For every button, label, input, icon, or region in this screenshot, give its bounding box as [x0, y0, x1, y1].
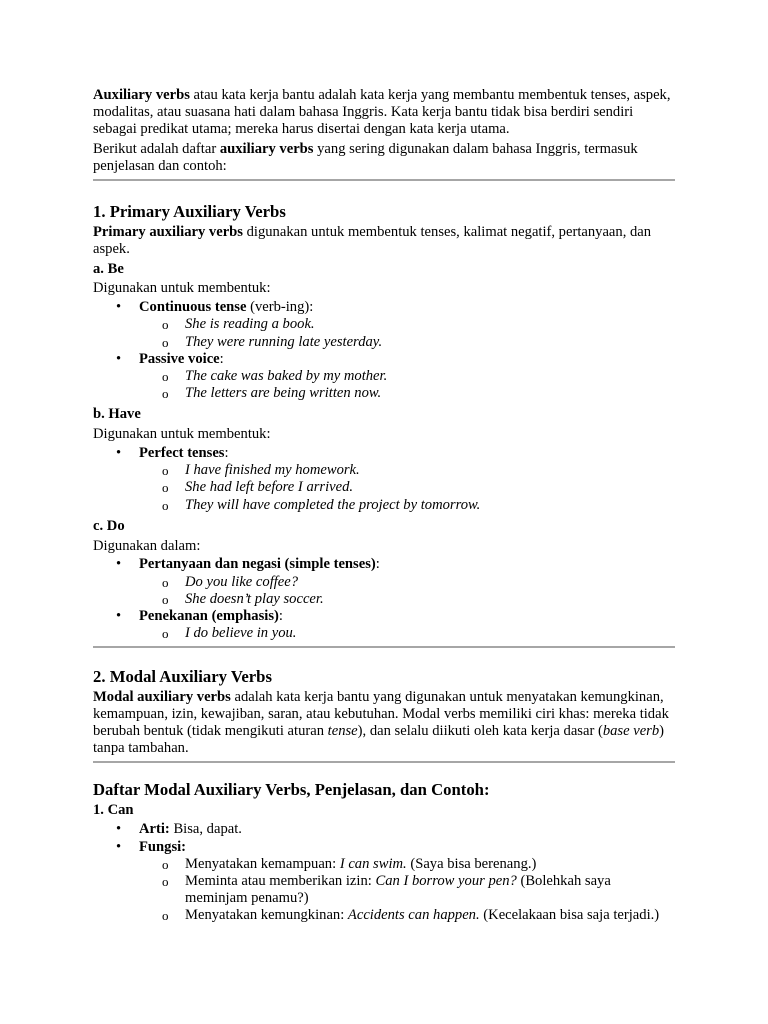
example-list: [139, 316, 675, 350]
list-item: [93, 821, 675, 838]
item-suffix: :: [224, 444, 229, 461]
section-heading-list: Daftar Modal Auxiliary Verbs, Penjelasan, dan Contoh:: [93, 779, 490, 799]
lead-text: adalah kata kerja bantu yang digunakan untuk menyatakan kemungkinan, kemampuan, izin, kewajiban, saran, atau kebutuhan. Modal verbs memiliki ciri khas: mereka tidak berubah bentuk (tidak mengikuti aturan: [93, 689, 669, 739]
list-item: [93, 839, 675, 925]
example-item: [139, 625, 675, 642]
do-list: [93, 556, 675, 642]
be-list: [93, 299, 675, 402]
subheading-be: a. Be: [93, 260, 124, 277]
example-text: She had left before I arrived.: [185, 479, 354, 496]
fungsi-list: [139, 856, 675, 925]
lead-text: digunakan untuk membentuk tenses, kalimat negatif, pertanyaan, dan aspek.: [93, 223, 652, 257]
example-item: [139, 497, 675, 514]
item-suffix: :: [219, 350, 224, 367]
example-text: Can I borrow your pen?: [375, 873, 517, 889]
horizontal-rule: [93, 761, 675, 763]
example-text: Accidents can happen.: [347, 907, 480, 924]
have-list: [93, 445, 675, 514]
item-label: Passive voice: [139, 350, 220, 367]
lead-italic: base verb: [602, 723, 660, 739]
item-suffix: :: [375, 556, 380, 573]
example-text: They were running late yesterday.: [185, 333, 383, 350]
fungsi-text: Menyatakan kemungkinan:: [185, 907, 348, 924]
example-text: I do believe in you.: [185, 625, 297, 642]
intro-text: atau kata kerja bantu adalah kata kerja yang membantu membentuk tenses, aspek, modalitas, atau suasana hati dalam bahasa Inggris. Kata kerja bantu tidak bisa berdiri sendiri sebagai predikat utama; mereka harus disertai dengan kata kerja utama.: [93, 87, 671, 137]
intro-term: Auxiliary verbs: [93, 87, 190, 103]
item-label: Pertanyaan dan negasi (simple tenses): [139, 556, 376, 573]
item-text: Bisa, dapat.: [169, 821, 242, 838]
example-item: [139, 334, 675, 351]
example-text: The letters are being written now.: [185, 385, 382, 402]
subheading-can: 1. Can: [93, 801, 134, 818]
intro-paragraph-1: [93, 87, 675, 137]
translation-text: (Kecelakaan bisa saja terjadi.): [479, 907, 660, 924]
have-lead: Digunakan untuk membentuk:: [93, 426, 271, 443]
section-heading-primary: 1. Primary Auxiliary Verbs: [93, 201, 286, 221]
list-item: [93, 351, 675, 403]
example-list: [139, 368, 675, 402]
translation-text: (Bolehkah saya meminjam penamu?): [185, 873, 611, 907]
example-item: [139, 479, 675, 496]
item-label: Perfect tenses: [139, 444, 225, 461]
subheading-have: b. Have: [93, 406, 141, 423]
item-label: Fungsi:: [139, 838, 187, 855]
example-text: Do you like coffee?: [185, 573, 299, 590]
example-list: [139, 462, 675, 514]
example-text: The cake was baked by my mother.: [185, 367, 388, 384]
list-item: [93, 299, 675, 351]
primary-lead: [93, 224, 675, 258]
item-label: Penekanan (emphasis): [139, 608, 279, 624]
example-item: [139, 574, 675, 591]
example-item: [139, 591, 675, 608]
lead-text: ), dan selalu diikuti oleh kata kerja dasar (: [357, 723, 603, 739]
example-list: [139, 574, 675, 608]
example-item: [139, 385, 675, 402]
list-item: [93, 608, 675, 642]
item-label: Arti:: [139, 821, 170, 838]
example-item: [139, 368, 675, 385]
item-suffix: :: [278, 608, 283, 624]
example-item: [139, 462, 675, 479]
fungsi-text: Meminta atau memberikan izin:: [185, 873, 376, 889]
example-text: She is reading a book.: [185, 316, 315, 333]
subheading-do: c. Do: [93, 517, 125, 534]
horizontal-rule: [93, 646, 675, 648]
document-content: [93, 87, 675, 925]
item-suffix: (verb-ing):: [246, 299, 314, 316]
example-text: I have finished my homework.: [185, 462, 360, 479]
intro-text: yang sering digunakan dalam bahasa Inggris, termasuk penjelasan dan contoh:: [93, 141, 638, 175]
fungsi-item: [139, 873, 675, 907]
horizontal-rule: [93, 179, 675, 181]
example-text: They will have completed the project by tomorrow.: [185, 496, 481, 513]
example-text: She doesn’t play soccer.: [185, 590, 324, 607]
modal-lead: [93, 689, 675, 756]
lead-term: Modal auxiliary verbs: [93, 689, 231, 706]
can-list: [93, 821, 675, 924]
example-item: [139, 316, 675, 333]
translation-text: (Saya bisa berenang.): [406, 855, 537, 872]
lead-italic: tense: [327, 723, 358, 739]
example-text: I can swim.: [339, 855, 407, 872]
lead-text: ) tanpa tambahan.: [93, 723, 665, 756]
do-lead: Digunakan dalam:: [93, 537, 201, 554]
list-item: [93, 445, 675, 514]
intro-paragraph-2: [93, 141, 675, 175]
lead-term: Primary auxiliary verbs: [93, 223, 243, 240]
intro-text: Berikut adalah daftar: [93, 141, 220, 158]
item-label: Continuous tense: [139, 299, 247, 316]
example-list: [139, 625, 675, 642]
intro-term: auxiliary verbs: [219, 141, 314, 158]
fungsi-item: [139, 907, 675, 924]
list-item: [93, 556, 675, 608]
fungsi-text: Menyatakan kemampuan:: [185, 855, 340, 872]
fungsi-item: [139, 856, 675, 873]
section-heading-modal: 2. Modal Auxiliary Verbs: [93, 667, 272, 687]
be-lead: Digunakan untuk membentuk:: [93, 280, 271, 297]
